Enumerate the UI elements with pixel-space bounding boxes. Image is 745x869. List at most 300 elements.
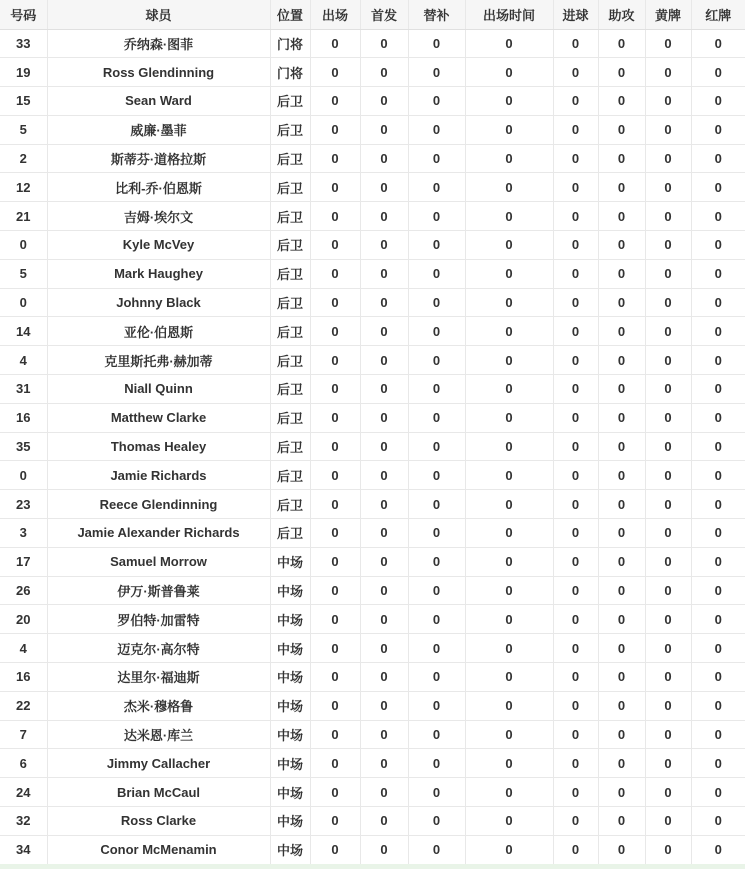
stat-assists: 0	[598, 547, 645, 576]
stat-goals: 0	[553, 490, 598, 519]
stat-goals: 0	[553, 576, 598, 605]
stat-subs: 0	[408, 663, 465, 692]
player-position: 后卫	[270, 115, 310, 144]
stat-goals: 0	[553, 835, 598, 864]
table-row	[0, 144, 745, 173]
stat-goals: 0	[553, 461, 598, 490]
player-name: Sean Ward	[47, 87, 270, 116]
player-number: 5	[0, 259, 47, 288]
stat-minutes: 0	[465, 87, 553, 116]
stat-minutes: 0	[465, 403, 553, 432]
stat-yellow-cards: 0	[645, 29, 691, 58]
stat-assists: 0	[598, 259, 645, 288]
stat-subs: 0	[408, 461, 465, 490]
stat-goals: 0	[553, 375, 598, 404]
table-row	[0, 519, 745, 548]
stat-assists: 0	[598, 691, 645, 720]
stat-starts: 0	[360, 288, 408, 317]
stat-subs: 0	[408, 432, 465, 461]
player-position: 后卫	[270, 519, 310, 548]
stat-red-cards: 0	[691, 317, 745, 346]
player-number: 16	[0, 403, 47, 432]
table-row	[0, 461, 745, 490]
table-row	[0, 115, 745, 144]
stat-subs: 0	[408, 58, 465, 87]
player-number: 5	[0, 115, 47, 144]
table-header-row	[0, 0, 745, 29]
table-row	[0, 202, 745, 231]
player-position: 中场	[270, 778, 310, 807]
stat-minutes: 0	[465, 202, 553, 231]
player-name: Samuel Morrow	[47, 547, 270, 576]
stat-minutes: 0	[465, 634, 553, 663]
stat-red-cards: 0	[691, 749, 745, 778]
stat-appearances: 0	[310, 691, 360, 720]
stat-yellow-cards: 0	[645, 87, 691, 116]
player-name: Thomas Healey	[47, 432, 270, 461]
stat-starts: 0	[360, 835, 408, 864]
stat-red-cards: 0	[691, 375, 745, 404]
column-header-yellow-cards: 黄牌	[645, 0, 691, 29]
stat-starts: 0	[360, 231, 408, 260]
player-number: 20	[0, 605, 47, 634]
player-name: Jamie Alexander Richards	[47, 519, 270, 548]
stat-yellow-cards: 0	[645, 432, 691, 461]
stat-goals: 0	[553, 202, 598, 231]
stat-minutes: 0	[465, 778, 553, 807]
stat-yellow-cards: 0	[645, 663, 691, 692]
table-row	[0, 403, 745, 432]
player-position: 中场	[270, 605, 310, 634]
stat-red-cards: 0	[691, 87, 745, 116]
player-number: 33	[0, 29, 47, 58]
stat-starts: 0	[360, 58, 408, 87]
table-row	[0, 691, 745, 720]
stat-subs: 0	[408, 317, 465, 346]
stat-subs: 0	[408, 547, 465, 576]
stat-assists: 0	[598, 403, 645, 432]
player-name: 克里斯托弗·赫加蒂	[47, 346, 270, 375]
stat-subs: 0	[408, 490, 465, 519]
stat-minutes: 0	[465, 490, 553, 519]
stat-yellow-cards: 0	[645, 115, 691, 144]
stat-subs: 0	[408, 346, 465, 375]
column-header-red-cards: 红牌	[691, 0, 745, 29]
player-name: Niall Quinn	[47, 375, 270, 404]
stat-assists: 0	[598, 346, 645, 375]
player-number: 0	[0, 231, 47, 260]
player-position: 后卫	[270, 87, 310, 116]
stat-assists: 0	[598, 663, 645, 692]
stat-minutes: 0	[465, 29, 553, 58]
stat-minutes: 0	[465, 317, 553, 346]
stat-yellow-cards: 0	[645, 231, 691, 260]
stat-yellow-cards: 0	[645, 720, 691, 749]
player-position: 后卫	[270, 202, 310, 231]
table-row	[0, 576, 745, 605]
stat-minutes: 0	[465, 720, 553, 749]
stat-subs: 0	[408, 231, 465, 260]
table-body	[0, 29, 745, 864]
stat-minutes: 0	[465, 288, 553, 317]
stat-minutes: 0	[465, 663, 553, 692]
stat-subs: 0	[408, 202, 465, 231]
stat-goals: 0	[553, 663, 598, 692]
player-position: 门将	[270, 58, 310, 87]
stat-appearances: 0	[310, 115, 360, 144]
stat-starts: 0	[360, 691, 408, 720]
stat-assists: 0	[598, 231, 645, 260]
stat-subs: 0	[408, 576, 465, 605]
player-number: 4	[0, 634, 47, 663]
stat-assists: 0	[598, 490, 645, 519]
table-row	[0, 807, 745, 836]
stat-appearances: 0	[310, 29, 360, 58]
player-number: 0	[0, 288, 47, 317]
player-position: 后卫	[270, 490, 310, 519]
stat-assists: 0	[598, 519, 645, 548]
table-row	[0, 29, 745, 58]
player-name: Brian McCaul	[47, 778, 270, 807]
player-name: 迈克尔·高尔特	[47, 634, 270, 663]
stat-appearances: 0	[310, 576, 360, 605]
player-position: 中场	[270, 835, 310, 864]
stat-subs: 0	[408, 375, 465, 404]
stat-starts: 0	[360, 605, 408, 634]
stat-subs: 0	[408, 87, 465, 116]
stat-assists: 0	[598, 317, 645, 346]
stat-subs: 0	[408, 29, 465, 58]
stat-assists: 0	[598, 720, 645, 749]
player-name: 威廉·墨菲	[47, 115, 270, 144]
player-number: 7	[0, 720, 47, 749]
stat-appearances: 0	[310, 605, 360, 634]
stat-goals: 0	[553, 720, 598, 749]
stat-red-cards: 0	[691, 778, 745, 807]
player-number: 31	[0, 375, 47, 404]
stat-subs: 0	[408, 749, 465, 778]
stat-subs: 0	[408, 807, 465, 836]
table-row	[0, 87, 745, 116]
stat-subs: 0	[408, 519, 465, 548]
stat-yellow-cards: 0	[645, 58, 691, 87]
stat-appearances: 0	[310, 749, 360, 778]
stat-subs: 0	[408, 173, 465, 202]
player-number: 2	[0, 144, 47, 173]
next-row-preview-strip	[0, 864, 745, 869]
stat-assists: 0	[598, 58, 645, 87]
stat-appearances: 0	[310, 259, 360, 288]
stat-red-cards: 0	[691, 115, 745, 144]
stat-appearances: 0	[310, 231, 360, 260]
player-position: 门将	[270, 29, 310, 58]
stat-minutes: 0	[465, 115, 553, 144]
column-header-assists: 助攻	[598, 0, 645, 29]
stat-starts: 0	[360, 403, 408, 432]
stat-subs: 0	[408, 115, 465, 144]
table-row	[0, 490, 745, 519]
stat-minutes: 0	[465, 605, 553, 634]
stat-starts: 0	[360, 173, 408, 202]
player-name: 比利-乔·伯恩斯	[47, 173, 270, 202]
stat-starts: 0	[360, 749, 408, 778]
stat-starts: 0	[360, 432, 408, 461]
stat-appearances: 0	[310, 288, 360, 317]
table-row	[0, 317, 745, 346]
player-name: Conor McMenamin	[47, 835, 270, 864]
stat-red-cards: 0	[691, 807, 745, 836]
table-row	[0, 231, 745, 260]
player-number: 24	[0, 778, 47, 807]
player-number: 35	[0, 432, 47, 461]
stat-goals: 0	[553, 778, 598, 807]
column-header-minutes: 出场时间	[465, 0, 553, 29]
stat-goals: 0	[553, 231, 598, 260]
stat-starts: 0	[360, 519, 408, 548]
stat-minutes: 0	[465, 375, 553, 404]
stat-yellow-cards: 0	[645, 259, 691, 288]
stat-goals: 0	[553, 403, 598, 432]
stat-minutes: 0	[465, 58, 553, 87]
stat-yellow-cards: 0	[645, 490, 691, 519]
stat-appearances: 0	[310, 432, 360, 461]
player-name: 斯蒂芬·道格拉斯	[47, 144, 270, 173]
player-number: 19	[0, 58, 47, 87]
stat-subs: 0	[408, 778, 465, 807]
player-position: 后卫	[270, 317, 310, 346]
player-position: 后卫	[270, 259, 310, 288]
stat-starts: 0	[360, 634, 408, 663]
table-row	[0, 346, 745, 375]
stat-appearances: 0	[310, 87, 360, 116]
player-number: 4	[0, 346, 47, 375]
player-position: 中场	[270, 634, 310, 663]
stat-goals: 0	[553, 58, 598, 87]
table-row	[0, 58, 745, 87]
stat-red-cards: 0	[691, 259, 745, 288]
player-position: 中场	[270, 691, 310, 720]
stat-yellow-cards: 0	[645, 346, 691, 375]
stat-assists: 0	[598, 634, 645, 663]
table-row	[0, 375, 745, 404]
stat-red-cards: 0	[691, 605, 745, 634]
stat-subs: 0	[408, 288, 465, 317]
stat-starts: 0	[360, 490, 408, 519]
player-name: 达米恩·库兰	[47, 720, 270, 749]
stat-appearances: 0	[310, 144, 360, 173]
stat-appearances: 0	[310, 58, 360, 87]
stat-subs: 0	[408, 259, 465, 288]
player-position: 后卫	[270, 403, 310, 432]
stat-goals: 0	[553, 259, 598, 288]
stat-starts: 0	[360, 663, 408, 692]
stat-yellow-cards: 0	[645, 202, 691, 231]
column-header-starts: 首发	[360, 0, 408, 29]
stat-appearances: 0	[310, 346, 360, 375]
player-name: Ross Clarke	[47, 807, 270, 836]
table-row	[0, 720, 745, 749]
stat-yellow-cards: 0	[645, 807, 691, 836]
stat-appearances: 0	[310, 202, 360, 231]
stat-red-cards: 0	[691, 29, 745, 58]
player-number: 16	[0, 663, 47, 692]
stat-starts: 0	[360, 807, 408, 836]
stat-minutes: 0	[465, 749, 553, 778]
table-row	[0, 547, 745, 576]
stat-assists: 0	[598, 432, 645, 461]
player-name: 达里尔·福迪斯	[47, 663, 270, 692]
stat-goals: 0	[553, 432, 598, 461]
player-number: 32	[0, 807, 47, 836]
stat-starts: 0	[360, 346, 408, 375]
table-row	[0, 173, 745, 202]
stat-red-cards: 0	[691, 691, 745, 720]
player-name: Jamie Richards	[47, 461, 270, 490]
stat-minutes: 0	[465, 547, 553, 576]
stat-assists: 0	[598, 749, 645, 778]
player-number: 3	[0, 519, 47, 548]
column-header-appearances: 出场	[310, 0, 360, 29]
stat-goals: 0	[553, 144, 598, 173]
stat-subs: 0	[408, 144, 465, 173]
stat-assists: 0	[598, 87, 645, 116]
stat-minutes: 0	[465, 835, 553, 864]
player-name: Mark Haughey	[47, 259, 270, 288]
stat-assists: 0	[598, 288, 645, 317]
stat-assists: 0	[598, 144, 645, 173]
player-number: 14	[0, 317, 47, 346]
stat-starts: 0	[360, 317, 408, 346]
stat-starts: 0	[360, 576, 408, 605]
stat-red-cards: 0	[691, 403, 745, 432]
stat-goals: 0	[553, 519, 598, 548]
stat-red-cards: 0	[691, 144, 745, 173]
stat-appearances: 0	[310, 835, 360, 864]
stat-red-cards: 0	[691, 720, 745, 749]
player-position: 后卫	[270, 375, 310, 404]
column-header-number: 号码	[0, 0, 47, 29]
column-header-goals: 进球	[553, 0, 598, 29]
column-header-position: 位置	[270, 0, 310, 29]
table-row	[0, 259, 745, 288]
stat-appearances: 0	[310, 778, 360, 807]
stat-yellow-cards: 0	[645, 173, 691, 202]
stat-subs: 0	[408, 691, 465, 720]
stat-yellow-cards: 0	[645, 375, 691, 404]
stat-goals: 0	[553, 605, 598, 634]
stat-goals: 0	[553, 634, 598, 663]
stat-appearances: 0	[310, 461, 360, 490]
player-name: Jimmy Callacher	[47, 749, 270, 778]
player-number: 22	[0, 691, 47, 720]
stat-assists: 0	[598, 835, 645, 864]
stat-yellow-cards: 0	[645, 288, 691, 317]
stat-assists: 0	[598, 115, 645, 144]
table-row	[0, 778, 745, 807]
stat-yellow-cards: 0	[645, 634, 691, 663]
stat-subs: 0	[408, 605, 465, 634]
stat-appearances: 0	[310, 519, 360, 548]
stat-minutes: 0	[465, 259, 553, 288]
stat-red-cards: 0	[691, 346, 745, 375]
player-position: 后卫	[270, 461, 310, 490]
player-position: 后卫	[270, 346, 310, 375]
player-name: 乔纳森·图菲	[47, 29, 270, 58]
stat-goals: 0	[553, 29, 598, 58]
player-position: 中场	[270, 807, 310, 836]
stat-minutes: 0	[465, 231, 553, 260]
stat-red-cards: 0	[691, 519, 745, 548]
column-header-subs: 替补	[408, 0, 465, 29]
stat-minutes: 0	[465, 173, 553, 202]
table-row	[0, 605, 745, 634]
player-name: 吉姆·埃尔文	[47, 202, 270, 231]
stat-red-cards: 0	[691, 202, 745, 231]
stat-appearances: 0	[310, 490, 360, 519]
player-number: 17	[0, 547, 47, 576]
stat-minutes: 0	[465, 807, 553, 836]
player-name: 伊万·斯普鲁莱	[47, 576, 270, 605]
player-position: 中场	[270, 663, 310, 692]
stat-starts: 0	[360, 461, 408, 490]
stat-starts: 0	[360, 720, 408, 749]
stat-assists: 0	[598, 29, 645, 58]
table-row	[0, 835, 745, 864]
player-name: Kyle McVey	[47, 231, 270, 260]
stat-red-cards: 0	[691, 173, 745, 202]
player-position: 中场	[270, 547, 310, 576]
stat-red-cards: 0	[691, 835, 745, 864]
stat-red-cards: 0	[691, 634, 745, 663]
stat-yellow-cards: 0	[645, 691, 691, 720]
stat-goals: 0	[553, 87, 598, 116]
stat-starts: 0	[360, 375, 408, 404]
player-name: Reece Glendinning	[47, 490, 270, 519]
table-row	[0, 663, 745, 692]
stat-minutes: 0	[465, 432, 553, 461]
stat-assists: 0	[598, 778, 645, 807]
stat-appearances: 0	[310, 317, 360, 346]
player-name: Johnny Black	[47, 288, 270, 317]
stat-assists: 0	[598, 576, 645, 605]
stat-assists: 0	[598, 173, 645, 202]
stat-yellow-cards: 0	[645, 317, 691, 346]
stat-yellow-cards: 0	[645, 519, 691, 548]
stat-goals: 0	[553, 749, 598, 778]
stat-yellow-cards: 0	[645, 605, 691, 634]
stat-subs: 0	[408, 720, 465, 749]
stat-yellow-cards: 0	[645, 144, 691, 173]
stat-goals: 0	[553, 346, 598, 375]
stat-appearances: 0	[310, 547, 360, 576]
stat-goals: 0	[553, 547, 598, 576]
stat-subs: 0	[408, 403, 465, 432]
stat-minutes: 0	[465, 576, 553, 605]
stat-red-cards: 0	[691, 461, 745, 490]
stat-assists: 0	[598, 375, 645, 404]
stat-yellow-cards: 0	[645, 461, 691, 490]
stat-appearances: 0	[310, 720, 360, 749]
player-number: 26	[0, 576, 47, 605]
stat-appearances: 0	[310, 173, 360, 202]
stat-starts: 0	[360, 202, 408, 231]
player-name: 罗伯特·加雷特	[47, 605, 270, 634]
stat-yellow-cards: 0	[645, 547, 691, 576]
stat-subs: 0	[408, 634, 465, 663]
stat-starts: 0	[360, 115, 408, 144]
player-position: 后卫	[270, 173, 310, 202]
stat-yellow-cards: 0	[645, 576, 691, 605]
